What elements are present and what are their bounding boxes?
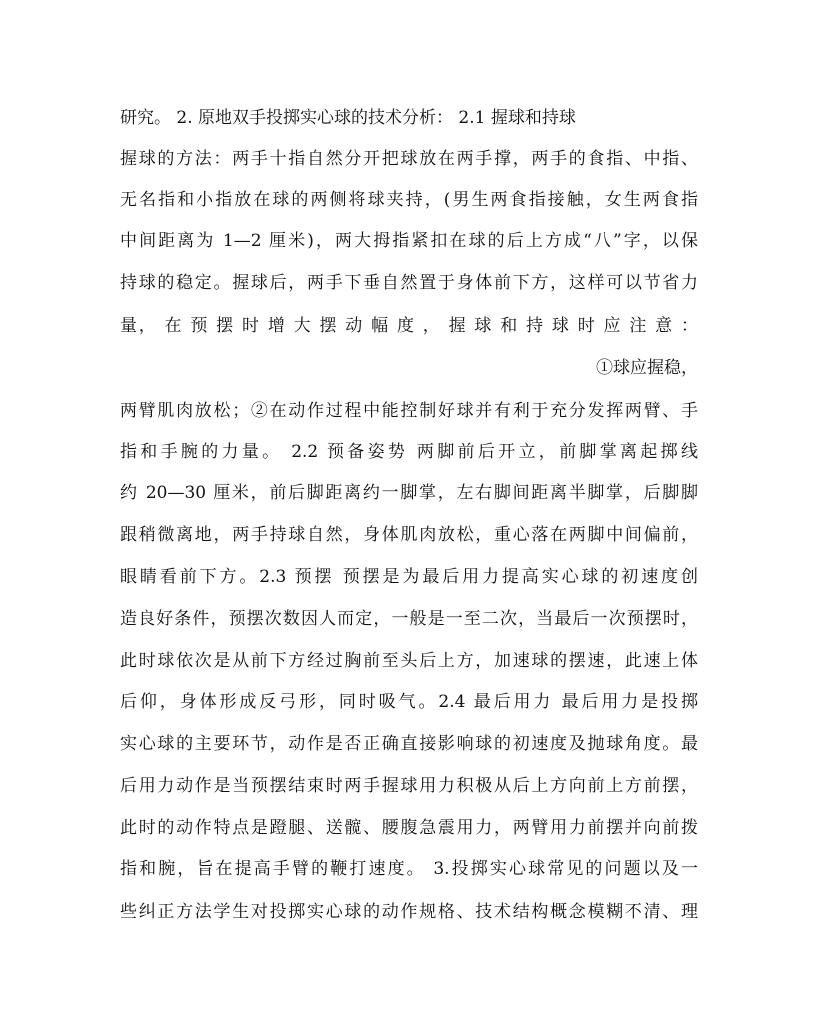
text-line-12: 眼睛看前下方。2.3 预摆 预摆是为最后用力提高实心球的初速度创: [120, 567, 698, 587]
text-line-11: 跟稍微离地，两手持球自然，身体肌肉放松，重心落在两脚中间偏前，: [120, 525, 698, 545]
text-line-4: 中间距离为 1—2 厘米)，两大拇指紧扣在球的后上方成“八”字，以保: [120, 231, 698, 251]
text-line-2: 握球的方法：两手十指自然分开把球放在两手撑，两手的食指、中指、: [120, 149, 698, 169]
text-line-16: 实心球的主要环节，动作是否正确直接影响球的初速度及抛球角度。最: [120, 734, 698, 754]
text-line-18: 此时的动作特点是蹬腿、送髋、腰腹急震用力，两臂用力前摆并向前拨: [120, 818, 698, 838]
text-line-5: 持球的稳定。握球后，两手下垂自然置于身体前下方，这样可以节省力: [120, 273, 698, 293]
text-line-15: 后仰，身体形成反弓形，同时吸气。2.4 最后用力 最后用力是投掷: [120, 692, 698, 712]
text-line-8: 两臂肌肉放松；②在动作过程中能控制好球并有利于充分发挥两臂、手: [120, 401, 698, 421]
text-line-17: 后用力动作是当预摆结束时两手握球用力积极从后上方向前上方前摆，: [120, 776, 698, 796]
text-line-10: 约 20—30 厘米，前后脚距离约一脚掌，左右脚间距离半脚掌，后脚脚: [120, 483, 698, 503]
text-line-20: 些纠正方法学生对投掷实心球的动作规格、技术结构概念模糊不清、理: [120, 902, 698, 922]
text-line-19: 指和腕，旨在提高手臂的鞭打速度。 3.投掷实心球常见的问题以及一: [120, 859, 698, 879]
text-line-6: 量， 在 预 摆 时 增 大 摆 动 幅 度 ， 握 球 和 持 球 时 应 注 意 ：: [120, 316, 698, 336]
text-line-9: 指和手腕的力量。 2.2 预备姿势 两脚前后开立，前脚掌离起掷线: [120, 442, 698, 462]
text-line-7: ①球应握稳，: [596, 358, 698, 378]
text-line-1: 研究。 2. 原地双手投掷实心球的技术分析： 2.1 握球和持球: [120, 108, 576, 128]
text-line-14: 此时球依次是从前下方经过胸前至头后上方，加速球的摆速，此速上体: [120, 651, 698, 671]
text-line-3: 无名指和小指放在球的两侧将球夹持，(男生两食指接触，女生两食指: [120, 190, 698, 210]
text-line-13: 造良好条件，预摆次数因人而定，一般是一至二次，当最后一次预摆时，: [120, 609, 698, 629]
